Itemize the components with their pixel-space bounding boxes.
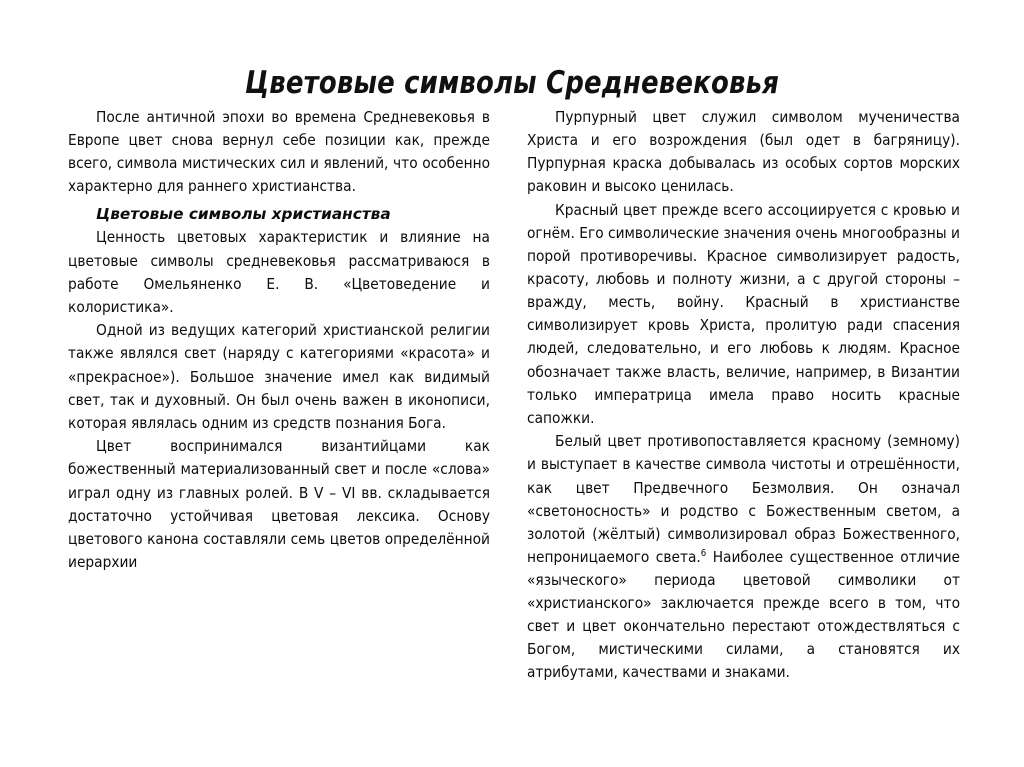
paragraph-white <box>527 430 960 684</box>
section-subheading: Цветовые символы христианства <box>96 205 391 224</box>
paragraph-white-text-before-footnote: Белый цвет противопоставляется красному (земному) и выступает в качестве символа чистоты и отрешённости, как цвет Предвечного Безмолвия. Он означал «светоносность» и родство с Божественным светом, а золотой (жёлтый) символизировал образ Божественного, непроницаемого света. <box>527 432 960 566</box>
right-column <box>527 106 960 685</box>
footnote-marker: 6 <box>700 547 707 559</box>
paragraph-purple: Пурпурный цвет служил символом мученичества Христа и его возрождения (был одет в багряницу). Пурпурная краска добывалась из особых сортов морских раковин и высоко ценилась. <box>527 108 960 196</box>
paragraph-intro: После античной эпохи во времена Средневековья в Европе цвет снова вернул себе позиции как, прежде всего, символа мистических сил и явлений, что особенно характерно для раннего христианства. <box>68 108 490 196</box>
paragraph-light-category: Одной из ведущих категорий христианской религии также являлся свет (наряду с категориями «красота» и «прекрасное»). Большое значение имел как видимый свет, так и духовный. Он был очень важен в иконописи, которая являлась одним из средств познания Бога. <box>68 321 490 432</box>
paragraph-red: Красный цвет прежде всего ассоциируется с кровью и огнём. Его символические значения очень многообразны и порой противоречивы. Красное символизирует радость, красоту, любовь и полноту жизни, а с другой стороны – вражду, месть, войну. Красный в христианстве символизирует кровь Христа, пролитую ради спасения людей, следовательно, и его любовь к людям. Красное обозначает также власть, величие, например, в Византии только императрица имела право носить красные сапожки. <box>527 200 960 427</box>
left-column <box>68 106 490 574</box>
paragraph-white-text-after-footnote: Наиболее существенное отличие «языческого» периода цветовой символики от «христианского» заключается прежде всего в том, что свет и цвет окончательно перестают отождествляться с Богом, мистическими силами, а становятся их атрибутами, качествами и знаками. <box>527 547 961 682</box>
paragraph-value-of-color: Ценность цветовых характеристик и влияние на цветовые символы средневековья рассматриваюся в работе Омельяненко Е. В. «Цветоведение и колористика». <box>68 228 490 316</box>
paragraph-byzantine-color: Цвет воспринимался византийцами как божественный материализованный свет и после «слова» играл одну из главных ролей. В V – VI вв. складывается достаточно устойчивая цветовая лексика. Основу цветового канона составляли семь цветов определённой иерархии <box>68 437 490 571</box>
page-title: Цветовые символы Средневековья <box>244 64 780 101</box>
body-columns <box>68 106 960 736</box>
